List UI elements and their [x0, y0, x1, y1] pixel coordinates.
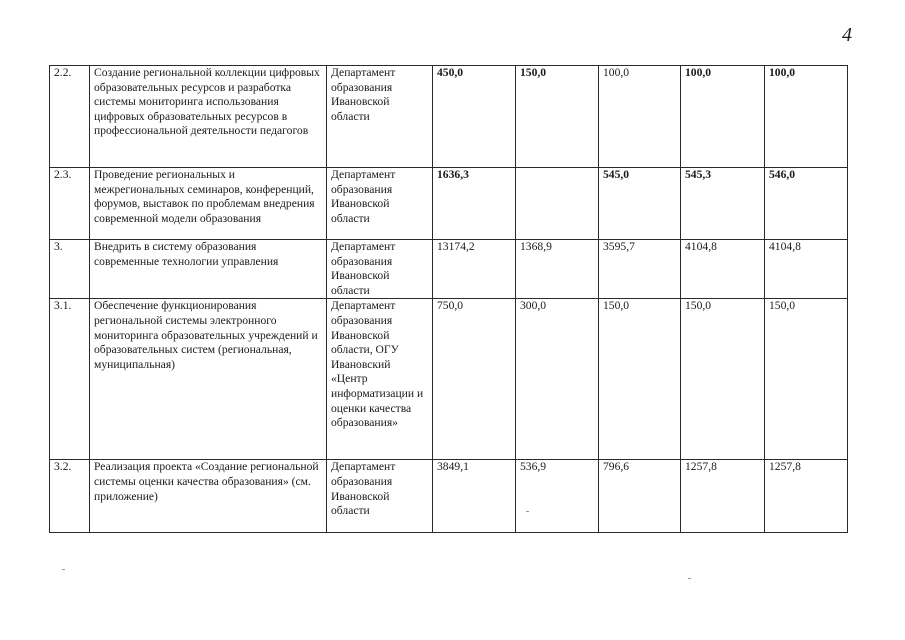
funding-total: 1636,3: [433, 168, 516, 240]
funding-value: 1257,8: [681, 460, 765, 533]
item-number: 2.2.: [50, 66, 90, 168]
funding-value: 546,0: [765, 168, 848, 240]
funding-value: 100,0: [681, 66, 765, 168]
item-number: 3.2.: [50, 460, 90, 533]
activity-description: Реализация проекта «Создание региональной системы оценки качества образования» (см. приложение): [90, 460, 327, 533]
funding-total: 3849,1: [433, 460, 516, 533]
scan-speck: [688, 578, 691, 579]
executor: Департамент образования Ивановской области: [327, 66, 433, 168]
activity-description: Проведение региональных и межрегиональных семинаров, конференций, форумов, выставок по проблемам внедрения современной модели образования: [90, 168, 327, 240]
funding-value: 100,0: [765, 66, 848, 168]
executor: Департамент образования Ивановской области: [327, 240, 433, 299]
table-row: [50, 168, 848, 240]
funding-value: 536,9: [516, 460, 599, 533]
page-number: 4: [842, 24, 852, 46]
executor: Департамент образования Ивановской области: [327, 168, 433, 240]
table-row: [50, 460, 848, 533]
funding-value: [516, 168, 599, 240]
scan-speck: [526, 511, 529, 512]
item-number: 2.3.: [50, 168, 90, 240]
table-row: [50, 299, 848, 460]
executor: Департамент образования Ивановской области: [327, 460, 433, 533]
funding-value: 545,0: [599, 168, 681, 240]
item-number: 3.: [50, 240, 90, 299]
funding-value: 150,0: [599, 299, 681, 460]
funding-value: 100,0: [599, 66, 681, 168]
funding-value: 4104,8: [765, 240, 848, 299]
funding-value: 796,6: [599, 460, 681, 533]
table-row: [50, 66, 848, 168]
funding-total: 750,0: [433, 299, 516, 460]
table-row: [50, 240, 848, 299]
funding-value: 545,3: [681, 168, 765, 240]
funding-value: 150,0: [516, 66, 599, 168]
funding-total: 450,0: [433, 66, 516, 168]
item-number: 3.1.: [50, 299, 90, 460]
funding-value: 150,0: [681, 299, 765, 460]
activity-description: Внедрить в систему образования современные технологии управления: [90, 240, 327, 299]
funding-value: 300,0: [516, 299, 599, 460]
executor: Департамент образования Ивановской области, ОГУ Ивановский «Центр информатизации и оценки качества образования»: [327, 299, 433, 460]
funding-value: 4104,8: [681, 240, 765, 299]
funding-value: 3595,7: [599, 240, 681, 299]
activity-description: Создание региональной коллекции цифровых образовательных ресурсов и разработка системы мониторинга использования цифровых образовательных ресурсов в профессиональной деятельности педагогов: [90, 66, 327, 168]
activity-description: Обеспечение функционирования региональной системы электронного мониторинга образовательных учреждений и образовательных систем (региональная, муниципальная): [90, 299, 327, 460]
funding-value: 1257,8: [765, 460, 848, 533]
funding-total: 13174,2: [433, 240, 516, 299]
scan-speck: [62, 569, 65, 570]
funding-value: 150,0: [765, 299, 848, 460]
funding-value: 1368,9: [516, 240, 599, 299]
program-activities-table: [49, 65, 848, 533]
